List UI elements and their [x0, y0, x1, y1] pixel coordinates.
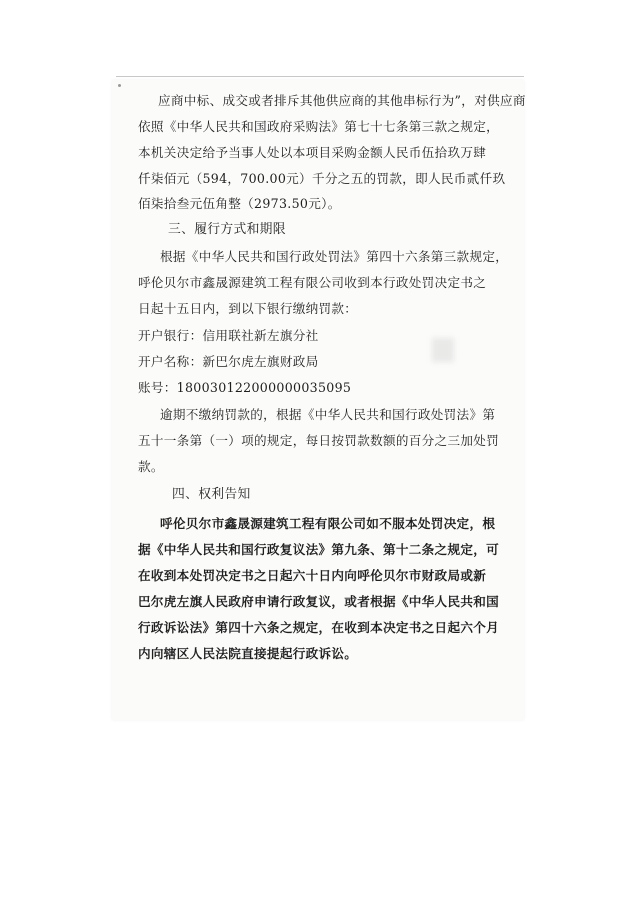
penalty-text-line-2: 依照《中华人民共和国政府采购法》第七十七条第三款之规定， [138, 119, 500, 134]
rights-text-line-6: 内向辖区人民法院直接提起行政诉讼。 [138, 646, 358, 661]
payment-text-line-3: 日起十五日内，到以下银行缴纳罚款： [138, 301, 358, 316]
bank-name-line: 开户银行：信用联社新左旗分社 [138, 328, 319, 343]
rights-text-line-2: 据《中华人民共和国行政复议法》第九条、第十二条之规定，可 [138, 542, 500, 557]
penalty-text-line-3: 本机关决定给予当事人处以本项目采购金额人民币伍拾玖万肆 [138, 145, 487, 160]
scan-smudge [432, 338, 454, 362]
payment-text-line-2: 呼伦贝尔市鑫晟源建筑工程有限公司收到本行政处罚决定书之 [138, 275, 487, 290]
late-fee-text-line-2: 五十一条第（一）项的规定，每日按罚款数额的百分之三加处罚 [138, 433, 500, 448]
late-fee-text-line-1: 逾期不缴纳罚款的，根据《中华人民共和国行政处罚法》第 [160, 407, 496, 422]
payment-text-line-1: 根据《中华人民共和国行政处罚法》第四十六条第三款规定， [160, 249, 509, 264]
penalty-text-line-1: 应商中标、成交或者排斥其他供应商的其他串标行为”，对供应商 [158, 93, 526, 108]
page-edge-mark [116, 76, 524, 77]
penalty-text-line-5: 佰柒拾叁元伍角整（2973.50元）。 [138, 196, 341, 211]
rights-text-line-4: 巴尔虎左旗人民政府申请行政复议，或者根据《中华人民共和国 [138, 594, 500, 609]
account-name-line: 开户名称：新巴尔虎左旗财政局 [138, 354, 319, 369]
rights-text-line-5: 行政诉讼法》第四十六条之规定，在收到本决定书之日起六个月 [138, 620, 500, 635]
section-heading-payment: 三、履行方式和期限 [168, 222, 286, 237]
section-heading-rights: 四、权利告知 [172, 487, 251, 502]
rights-text-line-3: 在收到本处罚决定书之日起六十日内向呼伦贝尔市财政局或新 [138, 568, 487, 583]
penalty-text-line-4: 仟柒佰元（594，700.00元）千分之五的罚款，即人民币贰仟玖 [138, 171, 506, 186]
rights-text-line-1: 呼伦贝尔市鑫晟源建筑工程有限公司如不服本处罚决定，根 [160, 516, 496, 531]
corner-speck [118, 84, 121, 87]
account-number-line: 账号：180030122000000035095 [138, 380, 352, 395]
late-fee-text-line-3: 款。 [138, 459, 164, 474]
